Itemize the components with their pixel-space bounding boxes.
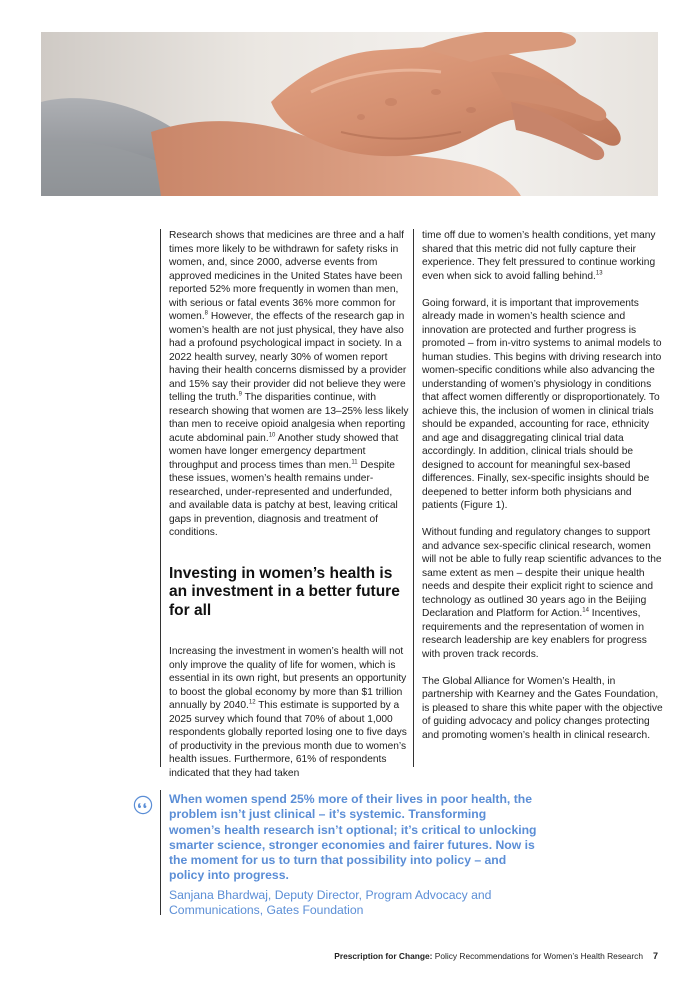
quote-text: When women spend 25% more of their lives in poor health, the problem isn’t just clinical – it’s systemic. Transforming women’s health research isn’t optional; it’s critical to unlocking smarter science, stronger economies and fairer futures. Now is the moment for us to turn that possibility into policy – and policy into progress.: [169, 792, 537, 883]
left-paragraph-1: Research shows that medicines are three and a half times more likely to be withdrawn for safety risks in women, and, since 2000, adverse events from approved medicines in the United States have been reported 52% more frequently in women than men, with serious or fatal events 36% more common for women.$^8$ However, the effects of the research gap in women’s health are not just physical, they have also had a profound psychological impact in society. In a 2022 health survey, nearly 30% of women report having their health concerns dismissed by a provider and 15% say their provider did not believe they were telling the truth.$^9$ The disparities continue, with research showing that women are 13–25% less likely than men to receive opioid analgesia when reporting acute abdominal pain.$^{10}$ Another study showed that women have longer emergency department throughput and process times than men.$^{11}$ Despite these issues, women’s health remains under-researched, under-represented and underfunded, and available data is patchy at best, leaving critical gaps in prevention, diagnosis and treatment of conditions.: [169, 230, 409, 538]
page-number: 7: [652, 951, 658, 961]
footnote-ref: 10: [268, 432, 276, 439]
pull-quote: [160, 790, 541, 918]
hands-photo-icon: [41, 32, 658, 196]
right-paragraph-3: Without funding and regulatory changes to support and advance sex-specific clinical research, women will not be able to fully reap scientific advances to the same extent as men – despite their unique health needs and despite their explicit right to science and technology as outlined 30 years ago in the Beijing Declaration and Platform for Action.$^{14}$ Incentives, requirements and the representation of women in research leadership are key enablers for progress with proven track records.: [422, 527, 662, 660]
right-paragraph-2: Going forward, it is important that improvements already made in women’s health science and innovation are protected and further progress is promoted – from in-vitro systems to animal models to human studies. This begins with driving research into women-specific conditions while also advancing the understanding of women’s physiology in conditions that affect women differently or disproportionately. To achieve this, the inclusion of women in clinical trials should be expanded, accounting for race, ethnicity and age and disaggregating clinical trial data accordingly. In addition, clinical trials should be designed to account for meaningful sex-based differences. Finally, sex-specific insights should be deepened to better inform both physicians and patients (Figure 1).: [422, 297, 662, 511]
footnote-ref: 11: [351, 459, 358, 466]
footnote-ref: 14: [582, 607, 589, 614]
quote-mark-icon: [133, 795, 153, 815]
right-column: [413, 229, 664, 767]
footnote-ref: 9: [238, 391, 242, 398]
footnote-ref: 12: [248, 699, 256, 706]
right-paragraph-1: time off due to women’s health conditions, yet many shared that this metric did not fully capture their experience. They felt pressured to continue working even when sick to avoid falling behind.$^{13}$: [422, 230, 656, 282]
quote-author: Sanjana Bhardwaj, Deputy Director, Program Advocacy and Communications, Gates Foundation: [169, 887, 492, 918]
page-footer: [334, 951, 658, 961]
section-heading: Investing in women’s health is an investment in a better future for all: [169, 564, 400, 619]
left-column: [160, 229, 411, 779]
hero-photo: [41, 32, 658, 196]
right-paragraph-4: The Global Alliance for Women’s Health, in partnership with Kearney and the Gates Foundation, is pleased to share this white paper with the objective of guiding advocacy and policy changes protecting and promoting women’s health in clinical research.: [422, 675, 663, 741]
left-paragraph-2: Increasing the investment in women’s health will not only improve the quality of life for women, which is essential in its own right, but presents an opportunity to boost the global economy by more than $1 trillion annually by 2040.12 This estimate is supported by a 2025 survey which found that 70% of about 1,000 respondents globally reported losing one to five days of productivity in the previous month due to women’s health issues. Furthermore, 61% of respondents indicated that they had taken: [169, 646, 407, 779]
footer-title-rest: Policy Recommendations for Women’s Health Research: [432, 951, 643, 961]
footnote-ref: 8: [204, 310, 209, 317]
footnote-ref: 13: [595, 270, 603, 277]
footer-title-bold: Prescription for Change:: [334, 951, 433, 961]
